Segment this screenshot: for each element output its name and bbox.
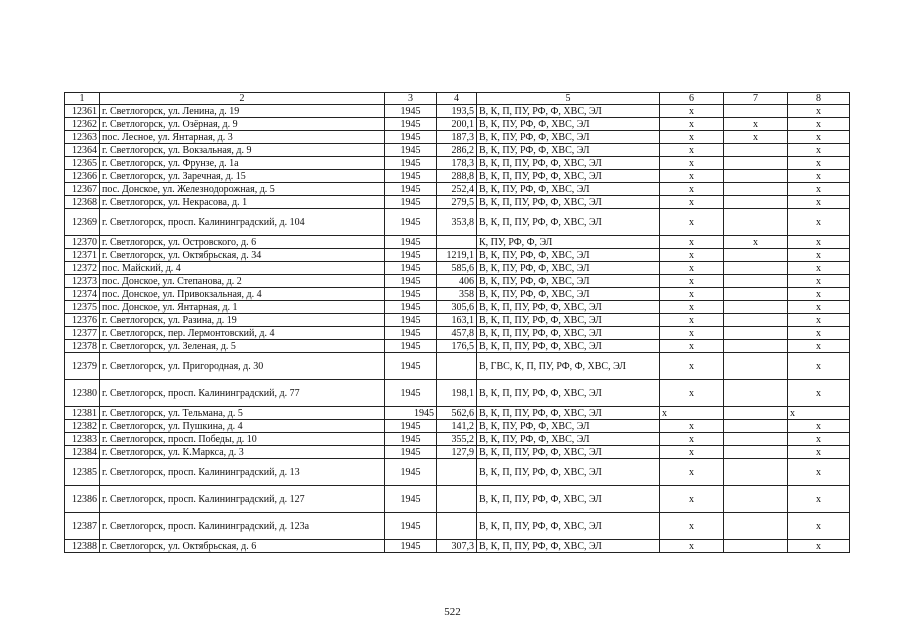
header-col-2: 2 (100, 93, 385, 105)
table-row (65, 314, 850, 327)
mark-col-8-cell: х (788, 288, 850, 301)
address-cell: г. Светлогорск, ул. Октябрьская, д. 34 (100, 249, 385, 262)
area-cell: 305,6 (437, 301, 477, 314)
row-number-cell: 12385 (65, 459, 100, 486)
area-cell: 252,4 (437, 183, 477, 196)
year-cell: 1945 (385, 486, 437, 513)
year-cell: 1945 (385, 540, 437, 553)
mark-col-7-cell (724, 446, 788, 459)
table-row (65, 540, 850, 553)
mark-col-7-cell (724, 407, 788, 420)
row-number-cell: 12370 (65, 236, 100, 249)
works-cell: В, К, П, ПУ, РФ, Ф, ХВС, ЭЛ (477, 486, 660, 513)
row-number-cell: 12373 (65, 275, 100, 288)
table-row (65, 144, 850, 157)
row-number-cell: 12369 (65, 209, 100, 236)
table-row (65, 105, 850, 118)
works-cell: В, К, П, ПУ, РФ, Ф, ХВС, ЭЛ (477, 327, 660, 340)
area-cell: 279,5 (437, 196, 477, 209)
address-cell: г. Светлогорск, ул. Фрунзе, д. 1а (100, 157, 385, 170)
header-col-7: 7 (724, 93, 788, 105)
address-cell: г. Светлогорск, просп. Калининградский, д. 127 (100, 486, 385, 513)
mark-col-7-cell (724, 327, 788, 340)
mark-col-7-cell (724, 196, 788, 209)
mark-col-6-cell: х (660, 459, 724, 486)
address-cell: г. Светлогорск, ул. Вокзальная, д. 9 (100, 144, 385, 157)
row-number-cell: 12380 (65, 380, 100, 407)
mark-col-8-cell: х (788, 144, 850, 157)
address-cell: г. Светлогорск, ул. Озёрная, д. 9 (100, 118, 385, 131)
table-row (65, 380, 850, 407)
mark-col-7-cell: х (724, 236, 788, 249)
address-cell: г. Светлогорск, пер. Лермонтовский, д. 4 (100, 327, 385, 340)
page-number: 522 (444, 606, 461, 618)
mark-col-7-cell (724, 513, 788, 540)
mark-col-7-cell (724, 209, 788, 236)
mark-col-6-cell: х (660, 327, 724, 340)
table-row (65, 513, 850, 540)
year-cell: 1945 (385, 183, 437, 196)
area-cell: 355,2 (437, 433, 477, 446)
area-cell: 127,9 (437, 446, 477, 459)
mark-col-7-cell (724, 275, 788, 288)
works-cell: В, К, П, ПУ, РФ, Ф, ХВС, ЭЛ (477, 407, 660, 420)
year-cell: 1945 (385, 446, 437, 459)
year-cell: 1945 (385, 420, 437, 433)
table-row (65, 196, 850, 209)
works-cell: В, К, ПУ, РФ, Ф, ХВС, ЭЛ (477, 420, 660, 433)
mark-col-6-cell: х (660, 486, 724, 513)
mark-col-8-cell: х (788, 131, 850, 144)
row-number-cell: 12364 (65, 144, 100, 157)
address-cell: г. Светлогорск, просп. Калининградский, д. 13 (100, 459, 385, 486)
header-col-8: 8 (788, 93, 850, 105)
header-col-6: 6 (660, 93, 724, 105)
mark-col-8-cell: х (788, 262, 850, 275)
mark-col-6-cell: х (660, 540, 724, 553)
works-cell: В, К, П, ПУ, РФ, Ф, ХВС, ЭЛ (477, 105, 660, 118)
area-cell: 1219,1 (437, 249, 477, 262)
address-cell: г. Светлогорск, ул. Заречная, д. 15 (100, 170, 385, 183)
mark-col-8-cell: х (788, 209, 850, 236)
works-cell: В, К, П, ПУ, РФ, Ф, ХВС, ЭЛ (477, 301, 660, 314)
mark-col-7-cell (724, 249, 788, 262)
year-cell: 1945 (385, 380, 437, 407)
row-number-cell: 12374 (65, 288, 100, 301)
mark-col-6-cell: х (660, 513, 724, 540)
mark-col-8-cell: х (788, 183, 850, 196)
works-cell: В, К, П, ПУ, РФ, Ф, ХВС, ЭЛ (477, 513, 660, 540)
mark-col-6-cell: х (660, 209, 724, 236)
mark-col-8-cell: х (788, 340, 850, 353)
mark-col-7-cell (724, 105, 788, 118)
mark-col-8-cell: х (788, 446, 850, 459)
mark-col-6-cell: х (660, 157, 724, 170)
row-number-cell: 12363 (65, 131, 100, 144)
area-cell: 307,3 (437, 540, 477, 553)
mark-col-6-cell: х (660, 131, 724, 144)
mark-col-7-cell (724, 157, 788, 170)
table-row (65, 170, 850, 183)
works-cell: В, К, П, ПУ, РФ, Ф, ХВС, ЭЛ (477, 446, 660, 459)
table-row (65, 118, 850, 131)
address-cell: г. Светлогорск, ул. Разина, д. 19 (100, 314, 385, 327)
mark-col-7-cell (724, 433, 788, 446)
mark-col-8-cell: х (788, 236, 850, 249)
table-row (65, 236, 850, 249)
table-row (65, 288, 850, 301)
year-cell: 1945 (385, 407, 437, 420)
address-cell: г. Светлогорск, просп. Калининградский, д. 123а (100, 513, 385, 540)
mark-col-6-cell: х (660, 314, 724, 327)
works-cell: В, К, П, ПУ, РФ, Ф, ХВС, ЭЛ (477, 196, 660, 209)
table-row (65, 209, 850, 236)
row-number-cell: 12365 (65, 157, 100, 170)
address-cell: г. Светлогорск, ул. Пушкина, д. 4 (100, 420, 385, 433)
works-cell: В, К, П, ПУ, РФ, Ф, ХВС, ЭЛ (477, 157, 660, 170)
mark-col-8-cell: х (788, 118, 850, 131)
mark-col-6-cell: х (660, 301, 724, 314)
address-cell: пос. Донское, ул. Железнодорожная, д. 5 (100, 183, 385, 196)
mark-col-7-cell (724, 262, 788, 275)
mark-col-8-cell: х (788, 540, 850, 553)
mark-col-6-cell: х (660, 170, 724, 183)
year-cell: 1945 (385, 459, 437, 486)
row-number-cell: 12375 (65, 301, 100, 314)
area-cell (437, 459, 477, 486)
works-cell: В, К, ПУ, РФ, Ф, ХВС, ЭЛ (477, 131, 660, 144)
row-number-cell: 12382 (65, 420, 100, 433)
mark-col-7-cell (724, 353, 788, 380)
table-row (65, 262, 850, 275)
works-cell: В, К, ПУ, РФ, Ф, ХВС, ЭЛ (477, 144, 660, 157)
mark-col-6-cell: х (660, 420, 724, 433)
mark-col-6-cell: х (660, 340, 724, 353)
table-row (65, 131, 850, 144)
mark-col-6-cell: х (660, 353, 724, 380)
mark-col-6-cell: х (660, 118, 724, 131)
year-cell: 1945 (385, 170, 437, 183)
area-cell: 200,1 (437, 118, 477, 131)
year-cell: 1945 (385, 209, 437, 236)
works-cell: В, К, ПУ, РФ, Ф, ХВС, ЭЛ (477, 433, 660, 446)
year-cell: 1945 (385, 157, 437, 170)
mark-col-8-cell: х (788, 327, 850, 340)
area-cell: 457,8 (437, 327, 477, 340)
works-cell: В, К, ПУ, РФ, Ф, ХВС, ЭЛ (477, 118, 660, 131)
year-cell: 1945 (385, 249, 437, 262)
table-row (65, 301, 850, 314)
mark-col-6-cell: х (660, 183, 724, 196)
table-row (65, 446, 850, 459)
year-cell: 1945 (385, 288, 437, 301)
row-number-cell: 12383 (65, 433, 100, 446)
mark-col-8-cell: х (788, 196, 850, 209)
mark-col-6-cell: х (660, 275, 724, 288)
year-cell: 1945 (385, 118, 437, 131)
mark-col-7-cell: х (724, 118, 788, 131)
mark-col-8-cell: х (788, 486, 850, 513)
year-cell: 1945 (385, 314, 437, 327)
mark-col-7-cell (724, 420, 788, 433)
table-row (65, 353, 850, 380)
area-cell: 176,5 (437, 340, 477, 353)
works-cell: К, ПУ, РФ, Ф, ЭЛ (477, 236, 660, 249)
mark-col-6-cell: х (660, 446, 724, 459)
works-cell: В, К, П, ПУ, РФ, Ф, ХВС, ЭЛ (477, 209, 660, 236)
works-cell: В, К, ПУ, РФ, Ф, ХВС, ЭЛ (477, 288, 660, 301)
year-cell: 1945 (385, 433, 437, 446)
year-cell: 1945 (385, 105, 437, 118)
mark-col-8-cell: х (788, 275, 850, 288)
housing-register-table (64, 92, 850, 553)
mark-col-6-cell: х (660, 196, 724, 209)
row-number-cell: 12368 (65, 196, 100, 209)
mark-col-8-cell: х (788, 459, 850, 486)
mark-col-7-cell: х (724, 131, 788, 144)
year-cell: 1945 (385, 144, 437, 157)
mark-col-8-cell: х (788, 314, 850, 327)
mark-col-7-cell (724, 486, 788, 513)
address-cell: г. Светлогорск, ул. Пригородная, д. 30 (100, 353, 385, 380)
mark-col-7-cell (724, 459, 788, 486)
header-col-3: 3 (385, 93, 437, 105)
mark-col-6-cell: х (660, 262, 724, 275)
row-number-cell: 12378 (65, 340, 100, 353)
row-number-cell: 12366 (65, 170, 100, 183)
row-number-cell: 12379 (65, 353, 100, 380)
works-cell: В, ГВС, К, П, ПУ, РФ, Ф, ХВС, ЭЛ (477, 353, 660, 380)
mark-col-8-cell: х (788, 420, 850, 433)
mark-col-8-cell: х (788, 380, 850, 407)
works-cell: В, К, ПУ, РФ, Ф, ХВС, ЭЛ (477, 275, 660, 288)
header-col-5: 5 (477, 93, 660, 105)
mark-col-8-cell: х (788, 157, 850, 170)
address-cell: г. Светлогорск, просп. Калининградский, д. 77 (100, 380, 385, 407)
area-cell (437, 513, 477, 540)
mark-col-8-cell: x (788, 407, 850, 420)
address-cell: г. Светлогорск, просп. Калининградский, д. 104 (100, 209, 385, 236)
mark-col-7-cell (724, 340, 788, 353)
area-cell: 193,5 (437, 105, 477, 118)
works-cell: В, К, П, ПУ, РФ, Ф, ХВС, ЭЛ (477, 540, 660, 553)
row-number-cell: 12387 (65, 513, 100, 540)
row-number-cell: 12362 (65, 118, 100, 131)
area-cell: 286,2 (437, 144, 477, 157)
works-cell: В, К, П, ПУ, РФ, Ф, ХВС, ЭЛ (477, 170, 660, 183)
address-cell: пос. Лесное, ул. Янтарная, д. 3 (100, 131, 385, 144)
mark-col-8-cell: х (788, 433, 850, 446)
mark-col-6-cell: x (660, 407, 724, 420)
year-cell: 1945 (385, 262, 437, 275)
area-cell: 187,3 (437, 131, 477, 144)
address-cell: г. Светлогорск, ул. Ленина, д. 19 (100, 105, 385, 118)
area-cell: 585,6 (437, 262, 477, 275)
header-col-4: 4 (437, 93, 477, 105)
area-cell: 406 (437, 275, 477, 288)
table-row (65, 340, 850, 353)
row-number-cell: 12384 (65, 446, 100, 459)
row-number-cell: 12377 (65, 327, 100, 340)
mark-col-7-cell (724, 183, 788, 196)
row-number-cell: 12376 (65, 314, 100, 327)
works-cell: В, К, П, ПУ, РФ, Ф, ХВС, ЭЛ (477, 314, 660, 327)
area-cell: 562,6 (437, 407, 477, 420)
year-cell: 1945 (385, 275, 437, 288)
year-cell: 1945 (385, 131, 437, 144)
area-cell (437, 486, 477, 513)
table-row (65, 249, 850, 262)
works-cell: В, К, П, ПУ, РФ, Ф, ХВС, ЭЛ (477, 459, 660, 486)
header-row (65, 93, 850, 105)
table-row (65, 275, 850, 288)
mark-col-6-cell: х (660, 380, 724, 407)
area-cell: 163,1 (437, 314, 477, 327)
year-cell: 1945 (385, 196, 437, 209)
mark-col-7-cell (724, 144, 788, 157)
address-cell: пос. Майский, д. 4 (100, 262, 385, 275)
mark-col-8-cell: х (788, 105, 850, 118)
address-cell: пос. Донское, ул. Степанова, д. 2 (100, 275, 385, 288)
area-cell: 178,3 (437, 157, 477, 170)
row-number-cell: 12367 (65, 183, 100, 196)
table-row (65, 486, 850, 513)
year-cell: 1945 (385, 327, 437, 340)
works-cell: В, К, П, ПУ, РФ, Ф, ХВС, ЭЛ (477, 340, 660, 353)
mark-col-8-cell: х (788, 301, 850, 314)
address-cell: пос. Донское, ул. Янтарная, д. 1 (100, 301, 385, 314)
works-cell: В, К, ПУ, РФ, Ф, ХВС, ЭЛ (477, 249, 660, 262)
area-cell: 288,8 (437, 170, 477, 183)
area-cell: 353,8 (437, 209, 477, 236)
address-cell: г. Светлогорск, ул. Тельмана, д. 5 (100, 407, 385, 420)
address-cell: г. Светлогорск, ул. Октябрьская, д. 6 (100, 540, 385, 553)
year-cell: 1945 (385, 340, 437, 353)
year-cell: 1945 (385, 236, 437, 249)
table-row (65, 433, 850, 446)
mark-col-6-cell: х (660, 433, 724, 446)
row-number-cell: 12361 (65, 105, 100, 118)
mark-col-6-cell: х (660, 105, 724, 118)
mark-col-6-cell: х (660, 288, 724, 301)
table-row (65, 420, 850, 433)
row-number-cell: 12386 (65, 486, 100, 513)
address-cell: г. Светлогорск, ул. К.Маркса, д. 3 (100, 446, 385, 459)
mark-col-8-cell: х (788, 170, 850, 183)
mark-col-6-cell: х (660, 249, 724, 262)
mark-col-6-cell: х (660, 144, 724, 157)
mark-col-7-cell (724, 314, 788, 327)
mark-col-7-cell (724, 288, 788, 301)
area-cell (437, 236, 477, 249)
mark-col-8-cell: х (788, 513, 850, 540)
area-cell: 141,2 (437, 420, 477, 433)
year-cell: 1945 (385, 513, 437, 540)
row-number-cell: 12388 (65, 540, 100, 553)
mark-col-7-cell (724, 540, 788, 553)
table-row (65, 459, 850, 486)
address-cell: г. Светлогорск, ул. Некрасова, д. 1 (100, 196, 385, 209)
address-cell: г. Светлогорск, ул. Зеленая, д. 5 (100, 340, 385, 353)
row-number-cell: 12371 (65, 249, 100, 262)
works-cell: В, К, П, ПУ, РФ, Ф, ХВС, ЭЛ (477, 380, 660, 407)
row-number-cell: 12381 (65, 407, 100, 420)
header-col-1: 1 (65, 93, 100, 105)
address-cell: г. Светлогорск, просп. Победы, д. 10 (100, 433, 385, 446)
table-row (65, 407, 850, 420)
area-cell: 358 (437, 288, 477, 301)
address-cell: пос. Донское, ул. Привокзальная, д. 4 (100, 288, 385, 301)
works-cell: В, К, ПУ, РФ, Ф, ХВС, ЭЛ (477, 183, 660, 196)
table-row (65, 183, 850, 196)
address-cell: г. Светлогорск, ул. Островского, д. 6 (100, 236, 385, 249)
mark-col-6-cell: х (660, 236, 724, 249)
year-cell: 1945 (385, 353, 437, 380)
area-cell (437, 353, 477, 380)
mark-col-7-cell (724, 301, 788, 314)
mark-col-8-cell: х (788, 353, 850, 380)
year-cell: 1945 (385, 301, 437, 314)
area-cell: 198,1 (437, 380, 477, 407)
table-row (65, 327, 850, 340)
works-cell: В, К, ПУ, РФ, Ф, ХВС, ЭЛ (477, 262, 660, 275)
row-number-cell: 12372 (65, 262, 100, 275)
table-row (65, 157, 850, 170)
mark-col-7-cell (724, 170, 788, 183)
mark-col-7-cell (724, 380, 788, 407)
table-body (65, 93, 850, 553)
mark-col-8-cell: х (788, 249, 850, 262)
